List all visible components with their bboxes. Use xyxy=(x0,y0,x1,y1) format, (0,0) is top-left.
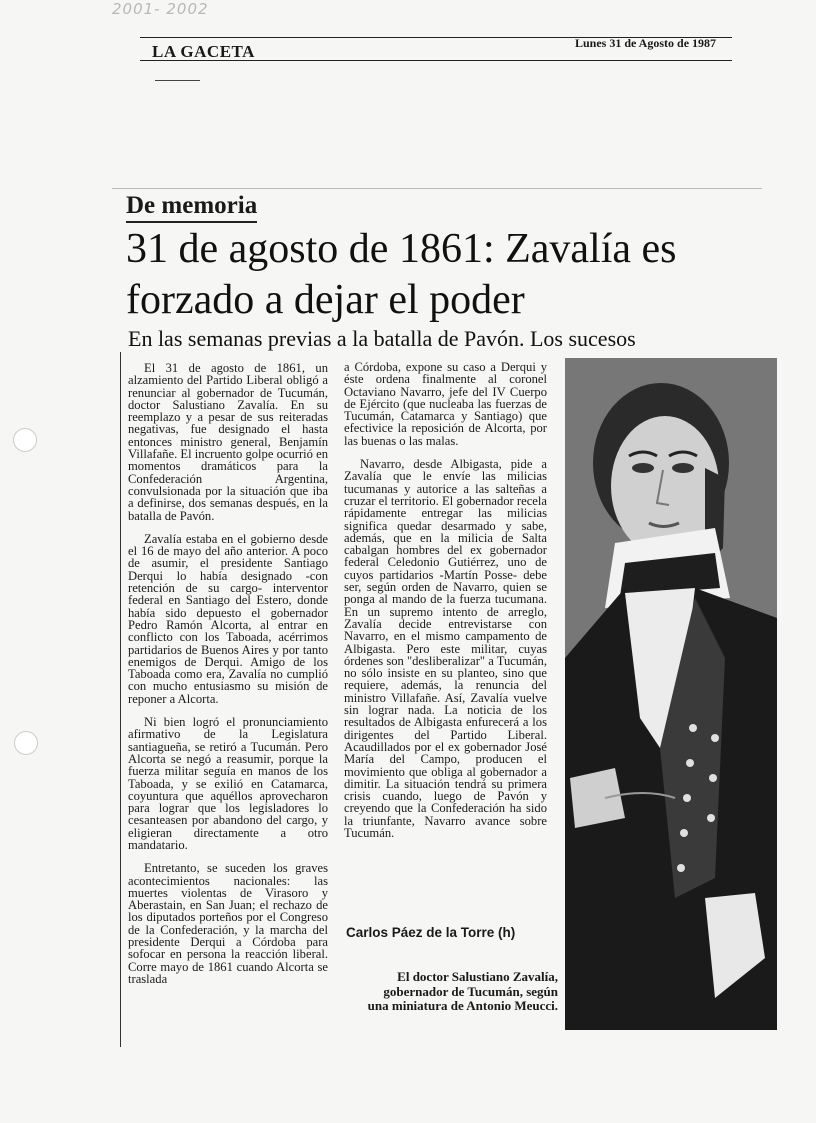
article-paragraph: a Córdoba, expone su caso a Derqui y éste ordena finalmente al coronel Octaviano Navarro, jefe del IV Cuerpo de Ejército (que nucleaba las fuerzas de Tucumán, Catamarca y Santiago) que efectivice la reposición de Alcorta, por las buenas o las malas. xyxy=(344,360,547,448)
article-paragraph: El 31 de agosto de 1861, un alzamiento del Partido Liberal obligó a renunciar al gobernador de Tucumán, doctor Salustiano Zavalía. En su reemplazo y a pesar de sus reiteradas negativas, fue designado el hasta entonces ministro general, Benjamín Villafañe. El incruento golpe ocurrió en momentos dramáticos para la Confederación Argentina, convulsionada por la situación que iba a definirse, dos semanas después, en la batalla de Pavón. xyxy=(128,361,328,523)
subheadline: En las semanas previas a la batalla de Pavón. Los sucesos xyxy=(128,326,636,351)
section-label: De memoria xyxy=(126,192,257,223)
portrait-illustration xyxy=(565,358,777,1030)
author-byline: Carlos Páez de la Torre (h) xyxy=(346,925,516,940)
handwritten-note: 2001- 2002 xyxy=(112,0,209,18)
article-paragraph: Entretanto, se suceden los graves acontecimientos nacionales: las muertes violentas de Virasoro y Aberastain, en San Juan; el rechazo de los diputados porteños por el Congreso de la Confederación, y la marcha del presidente Derqui a Córdoba para sofocar en persona la reacción liberal. Corre mayo de 1861 cuando Alcorta se traslada xyxy=(128,861,328,986)
article-column-1 xyxy=(128,362,328,996)
article-paragraph: Navarro, desde Albigasta, pide a Zavalía que le envíe las milicias tucumanas y autorice a las salteñas a cruzar el territorio. El gobernador recela rápidamente entregar las milicias significa quedar desarmado y sabe, además, que en la milicia de Salta cabalgan hombres del ex gobernador federal Celedonio Gutiérrez, uno de cuyos partidarios -Martín Posse- debe ser, según orden de Navarro, quien se ponga al mando de la fuerza tucumana. En un supremo intento de arreglo, Zavalía decide entrevistarse con Navarro, en el mismo campamento de Albigasta. Pero este militar, cuyas órdenes son "desliberalizar" a Tucumán, no sólo insiste en su planteo, sino que requiere, además, la renuncia del ministro Villafañe. Así, Zavalía vuelve sin lograr nada. La noticia de los resultados de Albigasta enfurecerá a los dirigentes del Partido Liberal. Acaudillados por el ex gobernador José María del Campo, producen el movimiento que obliga al gobernador a dimitir. La situación tendrá su primera crisis cuando, luego de Pavón y creyendo que la Confederación ha sido la triunfante, Navarro avance sobre Tucumán. xyxy=(344,457,547,840)
masthead-short-rule xyxy=(155,80,200,81)
left-margin-rule xyxy=(120,352,121,1047)
newspaper-name: LA GACETA xyxy=(152,42,255,61)
article-paragraph: Ni bien logró el pronunciamiento afirmativo de la Legislatura santiagueña, se retiró a Tucumán. Pero Alcorta se negó a reasumir, porque la fuerza militar seguía en manos de los Taboada, y se exilió en Catamarca, coyuntura que aquéllos aprovecharon para lograr que los legisladores lo cesanteasen por abandono del cargo, y eligieran directamente a otro mandatario. xyxy=(128,715,328,852)
photo-caption: El doctor Salustiano Zavalía, gobernador de Tucumán, según una miniatura de Antonio Meucci. xyxy=(367,969,558,1014)
binder-hole-bottom xyxy=(14,731,38,755)
article-column-2 xyxy=(344,361,547,850)
publication-date: Lunes 31 de Agosto de 1987 xyxy=(575,36,717,50)
article-top-rule xyxy=(112,188,762,189)
headline: 31 de agosto de 1861: Zavalía es forzado a dejar el poder xyxy=(126,226,677,323)
article-paragraph: Zavalía estaba en el gobierno desde el 16 de mayo del año anterior. A poco de asumir, el presidente Santiago Derqui lo había designado -con retención de su cargo- interventor federal en Santiago del Estero, donde había sido depuesto el gobernador Pedro Ramón Alcorta, al entrar en conflicto con los Taboada, acérrimos partidarios de Buenos Aires y por tanto enemigos de Derqui. Amigo de los Taboada como era, Zavalía no cumplió con mucho entusiasmo su misión de reponer a Alcorta. xyxy=(128,531,328,706)
binder-hole-top xyxy=(13,428,37,452)
portrait-image xyxy=(565,358,777,1030)
masthead-rule-bottom xyxy=(140,60,732,61)
